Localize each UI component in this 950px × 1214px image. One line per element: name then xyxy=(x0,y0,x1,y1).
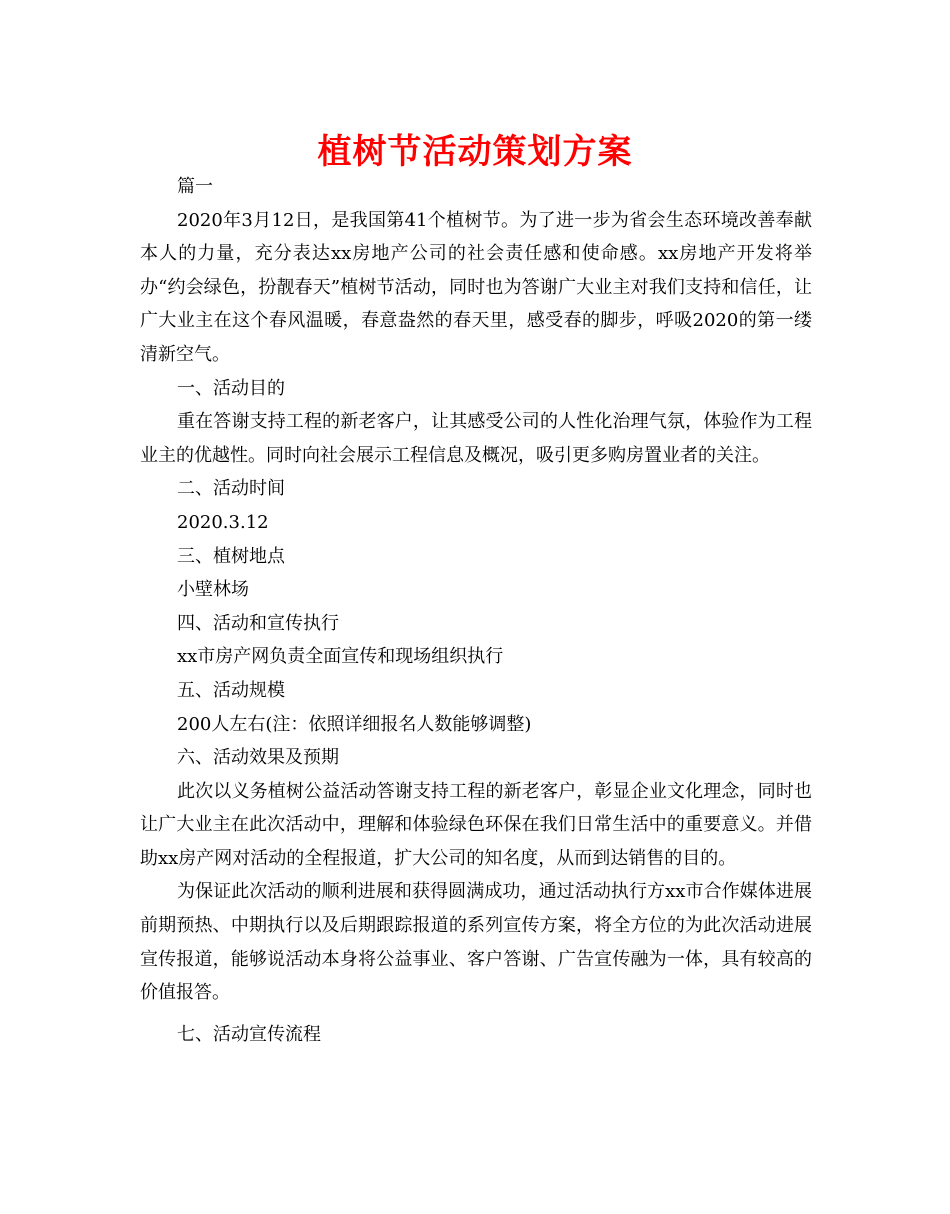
section-label-part-one: 篇一 xyxy=(177,176,213,197)
heading-promotion-process: 七、活动宣传流程 xyxy=(177,1023,321,1045)
intro-paragraph: 2020年3月12日，是我国第41个植树节。为了进一步为省会生态环境改善奉献本人的力量，充分表达xx房地产公司的社会责任感和使命感。xx房地产开发将举办“约会绿色，扮靓春天”植树节活动，同时也为答谢广大业主对我们支持和信任，让广大业主在这个春风温暖，春意盎然的春天里，感受春的脚步，呼吸2020的第一缕清新空气。 xyxy=(140,209,812,365)
heading-activity-effect: 六、活动效果及预期 xyxy=(177,747,339,769)
activity-time-value: 2020.3.12 xyxy=(177,511,269,533)
document-body xyxy=(140,170,812,1051)
activity-purpose-paragraph: 重在答谢支持工程的新老客户，让其感受公司的人性化治理气氛，体验作为工程业主的优越性。同时向社会展示工程信息及概况，吸引更多购房置业者的关注。 xyxy=(140,411,812,466)
activity-promotion-paragraph: 为保证此次活动的顺利进展和获得圆满成功，通过活动执行方xx市合作媒体进展前期预热、中期执行以及后期跟踪报道的系列宣传方案，将全方位的为此次活动进展宣传报道，能够说活动本身将公益事业、客户答谢、广告宣传融为一体，具有较高的价值报答。 xyxy=(140,881,812,1004)
heading-activity-execution: 四、活动和宣传执行 xyxy=(177,612,339,634)
document-title: 植树节活动策划方案 xyxy=(317,132,633,172)
heading-planting-location: 三、植树地点 xyxy=(177,545,285,567)
heading-activity-scale: 五、活动规模 xyxy=(177,679,285,701)
heading-activity-purpose: 一、活动目的 xyxy=(177,377,285,399)
planting-location-value: 小壁林场 xyxy=(177,579,249,601)
activity-scale-value: 200人左右(注：依照详细报名人数能够调整) xyxy=(177,713,532,735)
activity-effect-paragraph: 此次以义务植树公益活动答谢支持工程的新老客户，彰显企业文化理念，同时也让广大业主在此次活动中，理解和体验绿色环保在我们日常生活中的重要意义。并借助xx房产网对活动的全程报道，扩大公司的知名度，从而到达销售的目的。 xyxy=(140,780,812,869)
activity-execution-value: xx市房产网负责全面宣传和现场组织执行 xyxy=(177,646,504,668)
heading-activity-time: 二、活动时间 xyxy=(177,478,285,500)
